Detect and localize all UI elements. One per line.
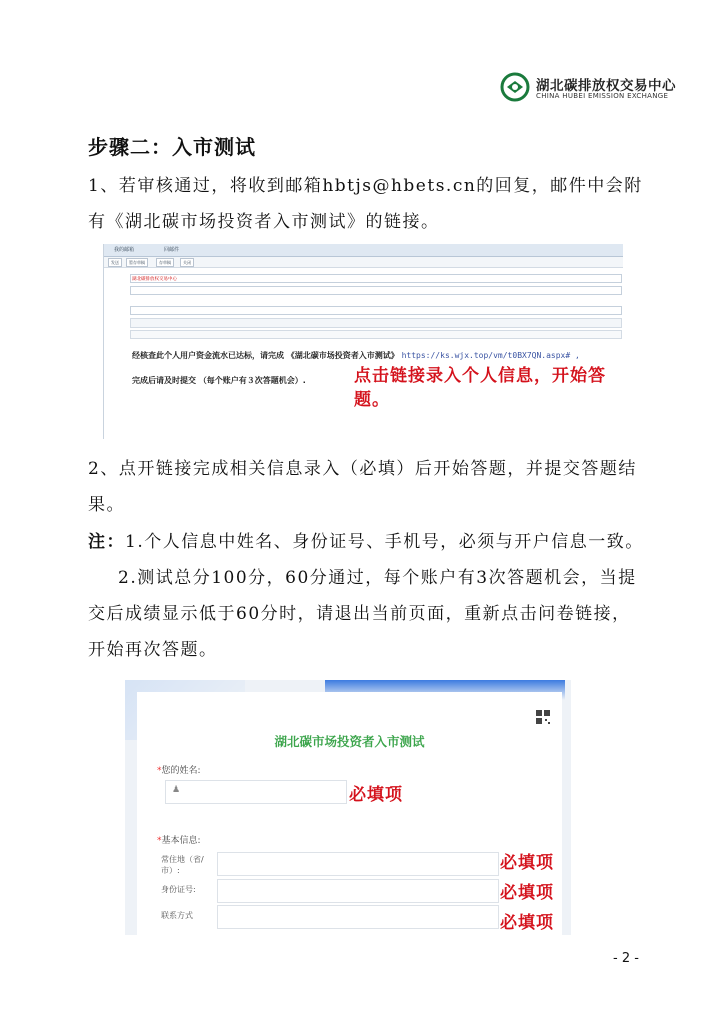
email-cc-field [130, 286, 622, 295]
email-close-button: 关闭 [180, 258, 194, 267]
paragraph-fill-info: 2、点开链接完成相关信息录入（必填）后开始答题，并提交答题结果。 [88, 459, 637, 515]
note-label: 注： [88, 532, 125, 552]
email-save-button: 存草稿 [156, 258, 174, 267]
note-1-text: 1.个人信息中姓名、身份证号、手机号，必须与开户信息一致。 [125, 532, 644, 552]
survey-card [137, 692, 562, 935]
email-annotation: 点击链接录入个人信息，开始答题。 [354, 366, 606, 410]
logo-english-name: CHINA HUBEI EMISSION EXCHANGE [536, 92, 669, 100]
address-label: 常住地（省/市）: [161, 855, 204, 875]
step-heading: 步骤二：入市测试 [88, 135, 256, 159]
note-1 [88, 524, 648, 560]
email-screenshot [103, 244, 623, 439]
name-label: *您的姓名: [157, 766, 201, 776]
email-subject-field [130, 306, 622, 315]
paragraph-email-reply: 1、若审核通过，将收到邮箱hbtjs@hbets.cn的回复，邮件中会附有《湖北碳市场投资者入市测试》的链接。 [88, 176, 643, 232]
email-recipient-field [130, 274, 622, 283]
name-required-tag: 必填项 [349, 785, 403, 805]
name-input [165, 780, 347, 804]
email-subject-value: 湖北碳排放权交易中心 [132, 277, 177, 282]
logo-emblem-icon [500, 72, 530, 102]
survey-title: 湖北碳市场投资者入市测试 [274, 734, 425, 749]
page-number: - 2 - [613, 951, 639, 966]
basic-info-label: *基本信息: [157, 836, 201, 846]
email-draft-button: 暂存草稿 [126, 258, 148, 267]
email-tab-reply: 回邮件 [164, 247, 180, 253]
address-input [217, 852, 499, 876]
logo-chinese-name: 湖北碳排放权交易中心 [536, 78, 676, 94]
email-body-text: 经核查此个人用户资金流水已达标，请完成 《湖北碳市场投资者入市测试》 [132, 351, 399, 360]
email-tab-mailbox: 我的邮箱 [114, 247, 135, 253]
id-required-tag: 必填项 [500, 883, 554, 903]
email-editor-toolbar [130, 330, 622, 339]
phone-label: 联系方式 [161, 911, 193, 920]
id-number-input [217, 879, 499, 903]
email-body-line2: 完成后请及时提交 （每个账户有３次答题机会）. [132, 376, 306, 385]
email-send-button: 发送 [108, 258, 122, 267]
phone-required-tag: 必填项 [500, 913, 554, 933]
survey-screenshot [125, 680, 571, 935]
company-logo [500, 72, 680, 106]
email-body-line1 [132, 350, 580, 361]
address-required-tag: 必填项 [500, 853, 554, 873]
email-format-bar [130, 318, 622, 328]
email-tab-bar [104, 244, 623, 257]
phone-input [217, 905, 499, 929]
user-icon: ♟ [172, 785, 181, 795]
email-test-link: https://ks.wjx.top/vm/t0BX7QN.aspx# , [401, 351, 580, 360]
note-2: 2.测试总分100分，60分通过，每个账户有3次答题机会，当提交后成绩显示低于60分时，请退出当前页面，重新点击问卷链接，开始再次答题。 [88, 568, 637, 660]
qr-code-icon [536, 710, 550, 724]
email-toolbar [104, 257, 623, 268]
id-number-label: 身份证号: [161, 885, 196, 894]
